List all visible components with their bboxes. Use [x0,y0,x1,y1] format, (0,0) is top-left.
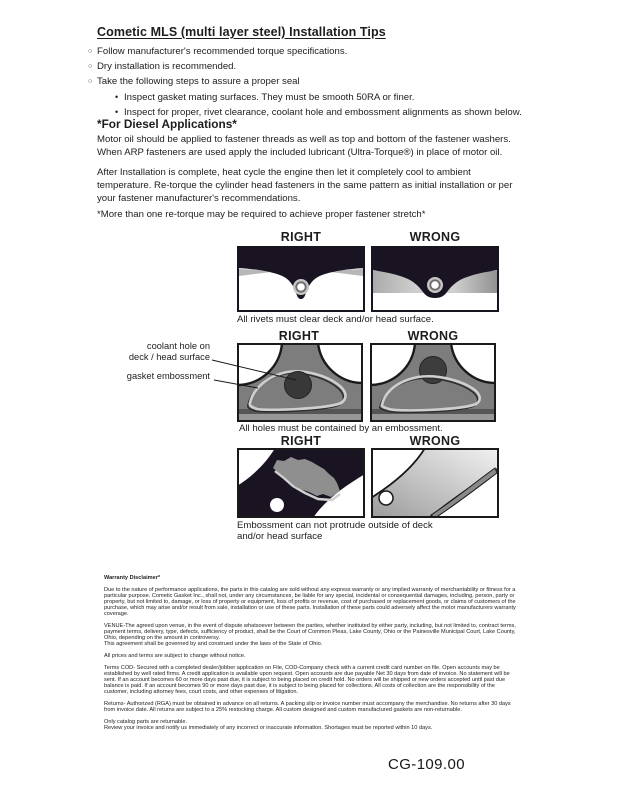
embossment-right-diagram [237,448,365,518]
circle-bullet-icon: ○ [88,78,93,85]
bolt-hole-icon [270,498,284,512]
rivet-icon [427,277,443,293]
disclaimer-paragraph: Only catalog parts are returnable. [104,719,188,725]
hole-right-diagram [237,343,363,422]
embossment-wrong-diagram [371,448,499,518]
disclaimer-paragraph: Terms COD- Secured with a completed dealer/jobber application on File, COD-Company check with a current credit card number on file. Open accounts may be established by well rated firms. A credit application is available upon request. Open accounts are due payable Net 30 days from date of invoice. No statement will be sent. If an account becomes 60 or more days past due, it is subject to being placed on credit hold. No orders will be shipped or new orders accepted until past due balance is paid. If an account becomes 90 or more days past due, it is subject to being placed for collections. All costs of collection are the responsibility of the customer, including attorney fees, court costs, and other expenses of litigation. [104,665,510,695]
circle-bullet-icon: ○ [88,48,93,55]
tip-text: Take the following steps to assure a proper seal [97,76,300,87]
tip-text: Inspect for proper, rivet clearance, coolant hole and embossment alignments as shown below. [124,107,522,118]
tip-text: Inspect gasket mating surfaces. They must be smooth 50RA or finer. [124,92,415,103]
coolant-hole [285,372,312,399]
dot-bullet-icon: • [115,92,119,102]
list-item [115,90,528,105]
tip-text: Follow manufacturer's recommended torque specifications. [97,46,348,57]
rivet-icon [293,279,309,295]
retorque-paragraph: After Installation is complete, heat cycle the engine then let it completely cool to ambient temperature. Re-torque the cylinder head fasteners in the same pattern as initial installation or per your fastener manufacturer's recommendations. [97,167,513,204]
holes-caption: All holes must be contained by an embossment. [239,423,443,434]
hole-wrong-diagram [370,343,496,422]
disclaimer-paragraph: Due to the nature of performance applications, the parts in this catalog are sold without any express warranty or any implied warranty of merchantability or fitness for a particular purpose. Cometic Gasket Inc., shall not, under any circumstances, be liable for any special, incidental or consequential damages, including, person, party or property, but not limited to, damage, or loss of property or equipment, loss of profits or revenue, cost of purchased or replacement goods, or claims of customers of the purchase, which may arise and/or result from sale, installation or use of these parts. Installation of these parts could adversely affect the motor manufacturers warranty coverage. [104,587,516,617]
rivets-caption: All rivets must clear deck and/or head surface. [237,314,434,325]
disclaimer-paragraph: All prices and terms are subject to change without notice. [104,653,246,659]
page-number: CG-109.00 [388,756,465,773]
coolant-hole-label: coolant hole on deck / head surface [128,341,210,362]
bolt-hole-icon [379,491,393,505]
rivet-wrong-diagram [371,246,499,312]
wrong-label: WRONG [409,230,461,244]
disclaimer-paragraph: VENUE-The agreed upon venue, in the event of dispute whatsoever between the parties, whether instituted by either party, including, but not limited to, contract terms, payment terms, delivery, type, defects, sufficiency of product, shall be the Court of Common Pleas, Lake County, Ohio or the Painesville Municipal Court, Lake County, Ohio, depending on the amount in controversy. [104,623,516,641]
rivet-right-diagram [237,246,365,312]
embossment-caption: Embossment can not protrude outside of deck and/or head surface [237,520,433,542]
wrong-label: WRONG [407,329,459,343]
installation-tips-list [88,45,528,120]
dot-bullet-icon: • [115,107,119,117]
list-item [88,75,528,90]
disclaimer-paragraph: Returns- Authorized (RGA) must be obtained in advance on all returns. A packing slip or invoice number must accompany the merchandise. No returns after 30 days from invoice date. All returns are subject to a 25% restocking charge. All custom designed and custom manufactured gaskets are non-returnable. [104,701,511,713]
gasket-embossment-label: gasket embossment [126,371,210,381]
wrong-label: WRONG [409,434,461,448]
list-item [88,45,528,60]
right-label: RIGHT [280,230,322,244]
retorque-note: *More than one re-torque may be required to achieve proper fastener stretch* [97,209,426,220]
warranty-disclaimer-heading: Warranty Disclaimer* [104,575,161,581]
tip-text: Dry installation is recommended. [97,61,237,72]
disclaimer-paragraph: Review your invoice and notify us immediately of any incorrect or inaccurate information. Shortages must be reported within 10 days. [104,725,433,731]
circle-bullet-icon: ○ [88,63,93,70]
list-item [88,60,528,75]
right-label: RIGHT [280,434,322,448]
diesel-paragraph: Motor oil should be applied to fastener threads as well as top and bottom of the fastener washers. When ARP fasteners are used apply the included lubricant (Ultra-Torque®) in place of motor oil. [97,134,511,158]
right-label: RIGHT [278,329,320,343]
diesel-applications-heading: *For Diesel Applications* [97,117,237,131]
warranty-disclaimer-section [104,575,518,737]
disclaimer-paragraph: This agreement shall be governed by and construed under the laws of the State of Ohio. [104,641,323,647]
page-title: Cometic MLS (multi layer steel) Installation Tips [97,25,386,39]
